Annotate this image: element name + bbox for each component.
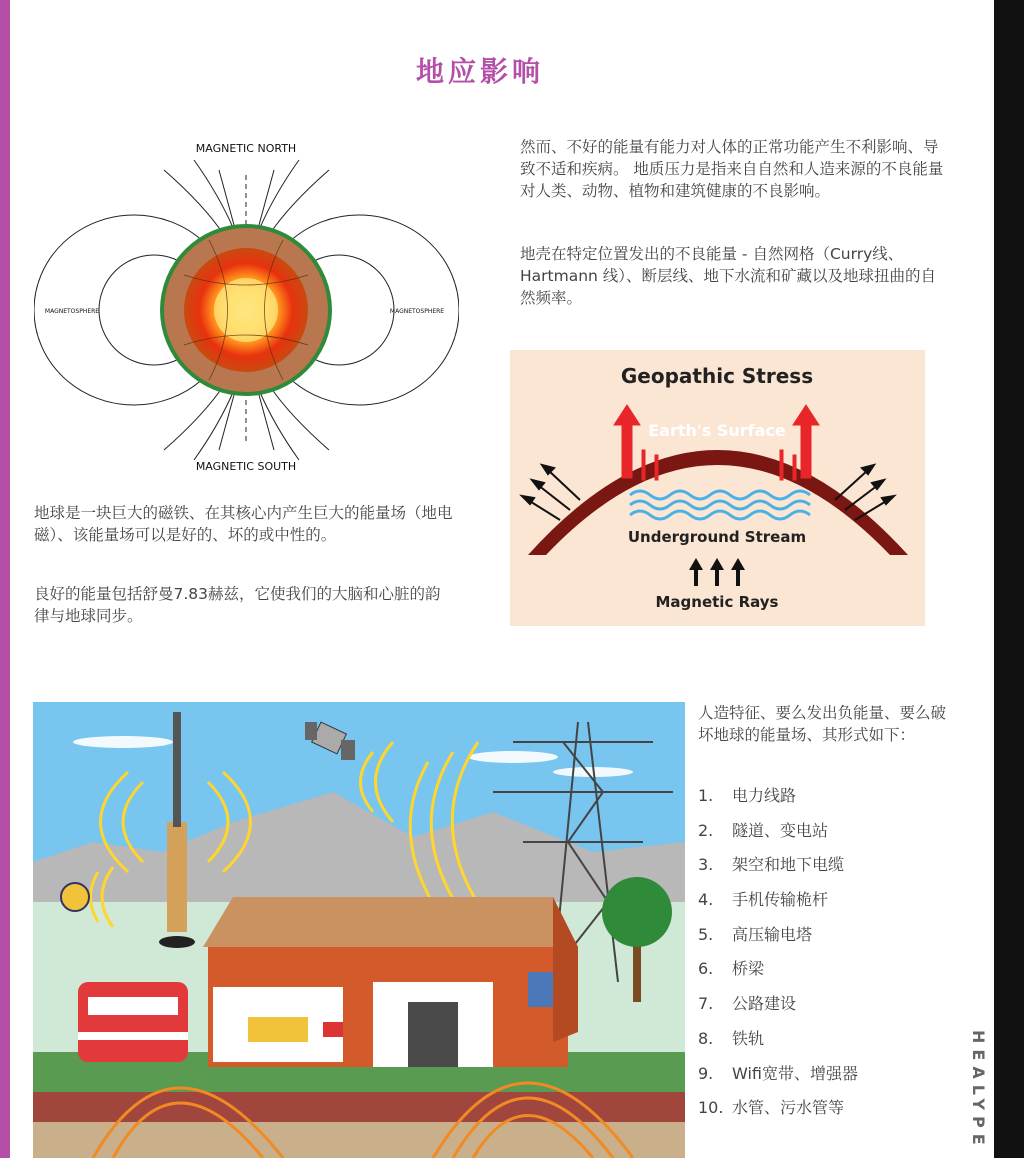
paragraph-schumann: 良好的能量包括舒曼7.83赫兹，它使我们的大脑和心脏的韵律与地球同步。 <box>34 585 441 625</box>
list-item-label: 手机传输桅杆 <box>732 890 829 910</box>
paragraph-earth-crust: 地壳在特定位置发出的不良能量 - 自然网格（Curry线、Hartmann 线）、断层线、地下水流和矿藏以及地球扭曲的自然频率。 <box>520 245 937 307</box>
geopathic-title: Geopathic Stress <box>620 364 814 388</box>
list-item-number: 10. <box>698 1098 724 1118</box>
list-item <box>698 784 958 819</box>
list-item-label: 水管、污水管等 <box>732 1098 845 1118</box>
list-item-label: 公路建设 <box>732 994 797 1014</box>
man-made-sources-illustration <box>33 702 685 1158</box>
list-item-label: 隧道、变电站 <box>732 820 829 840</box>
list-item <box>698 853 958 888</box>
list-item <box>698 1027 958 1062</box>
list-item-label: 架空和地下电缆 <box>732 855 845 875</box>
list-item-number: 2. <box>698 820 714 840</box>
list-item-label: Wifi宽带、增强器 <box>732 1063 858 1083</box>
paragraph-earth-magnet: 地球是一块巨大的磁铁、在其核心内产生巨大的能量场（地电磁）、该能量场可以是好的、坏的或中性的。 <box>34 504 453 544</box>
paragraph-man-made: 人造特征、要么发出负能量、要么破坏地球的能量场、其形式如下： <box>698 704 947 744</box>
list-item <box>698 923 958 958</box>
geopathic-stress-diagram <box>510 350 925 626</box>
page-title: 地应影响 <box>415 55 544 88</box>
man-made-sources-list <box>698 784 958 1131</box>
magnetic-rays-label: Magnetic Rays <box>655 593 779 611</box>
list-item <box>698 992 958 1027</box>
list-item-number: 8. <box>698 1028 714 1048</box>
list-item-label: 桥梁 <box>732 959 765 979</box>
underground-stream-label: Underground Stream <box>627 528 807 546</box>
list-item-number: 1. <box>698 786 714 805</box>
earth-magnetic-field-diagram <box>34 135 459 475</box>
list-item-label: 高压输电塔 <box>732 924 813 944</box>
label-magnetic-north: MAGNETIC NORTH <box>195 142 297 155</box>
list-item-number: 4. <box>698 890 714 910</box>
list-item-number: 6. <box>698 959 714 979</box>
list-item-number: 9. <box>698 1063 714 1083</box>
earths-surface-label: Earth's Surface <box>648 421 786 440</box>
list-item <box>698 1062 958 1097</box>
paragraph-bad-energy: 然而、不好的能量有能力对人体的正常功能产生不利影响、导致不适和疾病。 地质压力是指来自自然和人造来源的不良能量对人类、动物、植物和建筑健康的不良影响。 <box>520 138 944 200</box>
right-edge-bar <box>994 0 1024 1158</box>
brand-vertical-text: HEALYPE <box>969 1030 988 1151</box>
list-item <box>698 819 958 854</box>
list-item-label: 电力线路 <box>732 786 797 805</box>
list-item <box>698 1096 958 1131</box>
list-item-label: 铁轨 <box>732 1028 765 1048</box>
label-magnetic-south: MAGNETIC SOUTH <box>195 460 297 473</box>
list-item-number: 3. <box>698 855 714 875</box>
list-item-number: 5. <box>698 924 714 944</box>
list-item <box>698 888 958 923</box>
label-magnetosphere-right: MAGNETOSPHERE <box>389 308 445 315</box>
left-accent-bar <box>0 0 10 1158</box>
list-item <box>698 957 958 992</box>
list-item-number: 7. <box>698 994 714 1014</box>
label-magnetosphere-left: MAGNETOSPHERE <box>44 308 100 315</box>
